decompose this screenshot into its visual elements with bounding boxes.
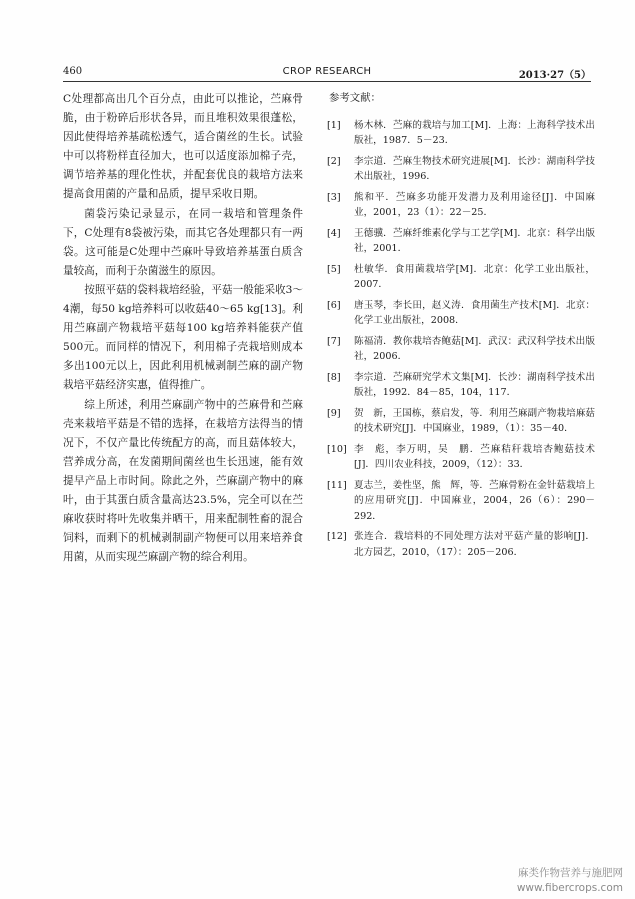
reference-number: [6]: [327, 300, 341, 311]
reference-text: 张连合．栽培料的不同处理方法对平菇产量的影响[J]．北方园艺，2010，（17）：205－206．: [354, 531, 595, 558]
reference-text: 陈福清．教你栽培杏鲍菇[M]．武汉：武汉科学技术出版社，2006．: [354, 336, 595, 363]
reference-item: [327, 262, 595, 293]
reference-number: [2]: [327, 156, 341, 167]
body-paragraph: 菌袋污染记录显示，在同一栽培和管理条件下，C处理有8袋被污染，而其它各处理都只有一两袋。这可能是C处理中苎麻叶导致培养基蛋白质含量较高，而利于杂菌滋生的原因。: [63, 207, 303, 277]
reference-text: 熊和平．苎麻多功能开发潜力及利用途径[J]．中国麻业，2001，23（1）：22－25．: [354, 192, 595, 219]
reference-number: [7]: [327, 336, 341, 347]
reference-item: [327, 298, 595, 329]
journal-title: CROP RESEARCH: [282, 66, 372, 77]
page-number: 460: [63, 66, 83, 77]
references-section: [327, 90, 595, 565]
reference-number: [8]: [327, 372, 341, 383]
reference-item: [327, 442, 595, 473]
body-paragraph: 按照平菇的袋料栽培经验，平菇一般能采收3～4潮，每50 kg培养料可以收菇40～65 kg[13]。利用苎麻副产物栽培平菇每100 kg培养料能获产值500元。而同样的情况下，利用棉子壳栽培则成本多出100元以上，因此利用机械剥制苎麻的副产物栽培平菇经济实惠，值得推广。: [63, 283, 303, 392]
reference-item: [327, 226, 595, 257]
reference-item: [327, 154, 595, 185]
reference-text: 唐玉琴，李长田，赵义涛．食用菌生产技术[M]．北京：化学工业出版社，2008．: [354, 300, 595, 327]
reference-text: 杜敏华．食用菌栽培学[M]．北京：化学工业出版社，2007．: [354, 264, 595, 291]
watermark-url: www.fibercrops.com: [516, 882, 623, 894]
reference-text: 李宗道．苎麻生物技术研究进展[M]．长沙：湖南科学技术出版社，1996．: [354, 156, 595, 183]
issue-info: 2013·27（5）: [518, 70, 591, 81]
reference-list: [327, 118, 595, 560]
reference-item: [327, 478, 595, 524]
reference-number: [3]: [327, 192, 341, 203]
body-paragraph: C处理都高出几个百分点，由此可以推论，苎麻骨脆，由于粉碎后形状各异，而且堆积效果很蓬松，因此使得培养基疏松透气，适合菌丝的生长。试验中可以将粉样直径加大，也可以适度添加棉子壳，调节培养基的理化性状，并配套优良的栽培方法来提高食用菌的产量和品质，提早采收日期。: [63, 93, 303, 201]
references-heading: 参考文献：: [329, 92, 381, 104]
reference-item: [327, 190, 595, 221]
reference-item: [327, 118, 595, 149]
reference-item: [327, 334, 595, 365]
reference-item: [327, 370, 595, 401]
reference-number: [9]: [327, 408, 341, 419]
reference-number: [4]: [327, 228, 341, 239]
reference-number: [11]: [327, 480, 347, 491]
watermark-site-name: 麻类作物营养与施肥网: [518, 867, 623, 879]
header-rule: [63, 81, 591, 82]
body-text-column: [63, 90, 303, 567]
reference-number: [10]: [327, 444, 347, 455]
reference-text: 李 彪，李万明，吴 鹏．苎麻秸秆栽培杏鲍菇技术[J]．四川农业科技，2009，（12）：33．: [354, 444, 595, 471]
reference-number: [5]: [327, 264, 341, 275]
reference-text: 贺 新，王国栋，蔡启发，等．利用苎麻副产物栽培麻菇的技术研究[J]．中国麻业，1989，（1）：35－40．: [354, 408, 595, 435]
reference-text: 夏志兰，姜性坚，熊 辉，等．苎麻骨粉在金针菇栽培上的应用研究[J]．中国麻业，2004，26（6）：290－292．: [354, 480, 595, 522]
body-paragraph: 综上所述，利用苎麻副产物中的苎麻骨和苎麻壳来栽培平菇是不错的选择，在栽培方法得当的情况下，不仅产量比传统配方的高，而且菇体较大，营养成分高，在发菌期间菌丝也生长迅速，能有效提早产品上市时间。除此之外，苎麻副产物中的麻叶，由于其蛋白质含量高达23.5%，完全可以在苎麻收获时将叶先收集并晒干，用来配制牲畜的混合饲料，而剩下的机械剥制副产物便可以用来培养食用菌，从而实现苎麻副产物的综合利用。: [63, 398, 303, 564]
site-watermark: [517, 866, 623, 896]
reference-item: [327, 529, 595, 560]
reference-item: [327, 406, 595, 437]
reference-text: 李宗道．苎麻研究学术文集[M]．长沙：湖南科学技术出版社，1992．84－85，104，117．: [354, 372, 595, 399]
running-header: [63, 66, 591, 80]
reference-number: [1]: [327, 120, 341, 131]
reference-text: 王德骥．苎麻纤维素化学与工艺学[M]．北京：科学出版社，2001．: [354, 228, 595, 255]
reference-text: 杨木林．苎麻的栽培与加工[M]．上海：上海科学技术出版社，1987．5－23．: [354, 120, 595, 147]
reference-number: [12]: [327, 531, 347, 543]
